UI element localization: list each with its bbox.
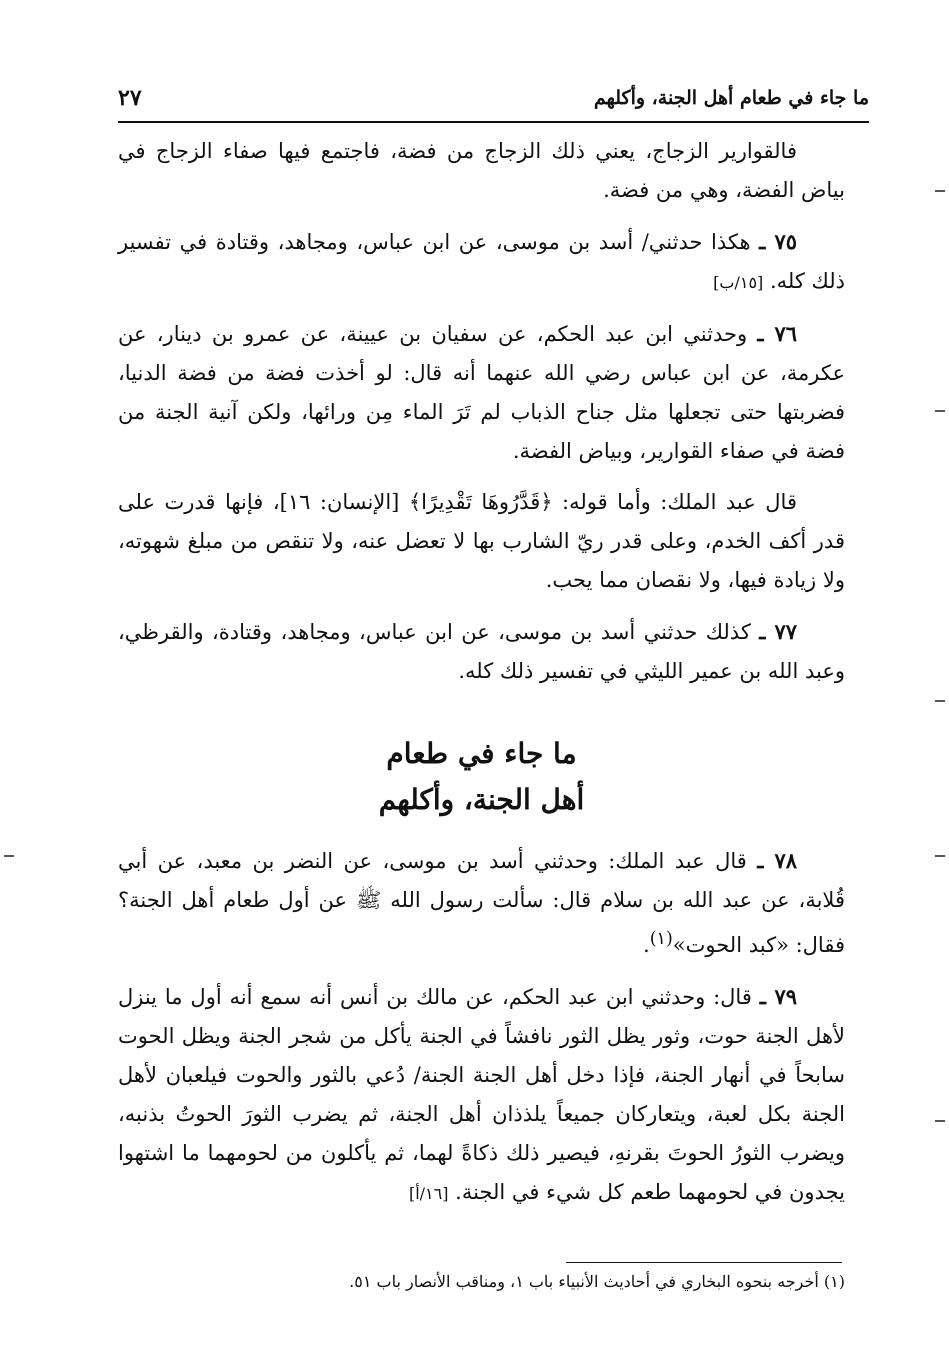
page-number: ٢٧	[118, 85, 142, 111]
narration-number: ٧٧ ـ	[759, 619, 797, 644]
narration-number: ٧٩ ـ	[759, 984, 797, 1009]
paragraph-0	[118, 132, 845, 210]
paragraph-text: وحدثني ابن عبد الحكم، عن سفيان بن عيينة، عن عمرو بن دينار، عن عكرمة، عن ابن عباس رضي الله عنهما أنه قال: لو أخذت فضة من فضة الدنيا، فضربتها حتى تجعلها مثل جناح الذباب لم تَرَ الماء مِن ورائها، ولكن آنية الجنة من فضة في صفاء القوارير، وبياض الفضة.	[118, 322, 845, 463]
paragraph-text: قال عبد الملك: وحدثني أسد بن موسى، عن النضر بن معبد، عن أبي قُلابة، عن عبد الله بن سلام قال: سألت رسول الله ﷺ عن أول طعام أهل الجنة؟ فقال: «كبد الحوت»	[118, 849, 845, 957]
margin-tick	[935, 700, 945, 702]
paragraph-end: .	[643, 933, 650, 957]
paragraph-79	[118, 977, 845, 1213]
margin-tick	[935, 1120, 945, 1122]
paragraph-75	[118, 222, 845, 302]
page-header	[118, 78, 869, 118]
paragraph-text: كذلك حدثني أسد بن موسى، عن ابن عباس، ومجاهد، وقتادة، والقرظي، وعبد الله بن عمير الليثي في تفسير ذلك كله.	[118, 620, 845, 683]
section-title-line-1: ما جاء في طعام	[386, 737, 577, 770]
margin-note: [١٦/أ]	[408, 1184, 449, 1203]
margin-tick	[4, 855, 14, 857]
paragraph-text: قال: وحدثني ابن عبد الحكم، عن مالك بن أنس أنه سمع أنه أول ما ينزل لأهل الجنة حوت، وثور يظل الثور نافشاً في الجنة يأكل من شجر الجنة ويظل الحوت سابحاً في أنهار الجنة، فإذا دخل أهل الجنة الجنة/ دُعي بالثور والحوت فيلعبان لأهل الجنة بكل لعبة، ويتعاركان جميعاً يلذذان أهل الجنة، ثم يضرب الثورَ الحوتُ بذنبه، ويضرب الثورُ الحوتَ بقرنهِ، فيصير ذلك ذكاةً لهما، ثم يأكلون من لحومهما ما اشتهوا يجدون في لحومهما طعم كل شيء في الجنة.	[118, 985, 845, 1204]
narration-number: ٧٦ ـ	[757, 321, 798, 346]
page-body	[118, 132, 845, 1225]
paragraph-text: هكذا حدثني/ أسد بن موسى، عن ابن عباس، ومجاهد، وقتادة في تفسير ذلك كله.	[118, 230, 845, 293]
section-title	[118, 731, 845, 823]
paragraph-77	[118, 612, 845, 691]
section-title-line-2: أهل الجنة، وأكلهم	[378, 783, 585, 816]
paragraph-78	[118, 841, 845, 965]
footnote-rule	[566, 1262, 842, 1263]
margin-tick	[935, 190, 945, 192]
margin-tick	[935, 855, 945, 857]
footnote-marker[interactable]: (١)	[649, 929, 673, 949]
narration-number: ٧٥ ـ	[759, 229, 798, 254]
paragraph-text: قال عبد الملك: وأما قوله: ﴿قَدَّرُوهَا تَقْدِيرًا﴾ [الإنسان: ١٦]، فإنها قدرت على قدر أكف الخدم، وعلى قدر ريّ الشارب بها لا تعضل عنه، ولا تنقص من مبلغ شهوته، ولا زيادة فيها، ولا نقصان مما يحب.	[118, 490, 845, 592]
narration-number: ٧٨ ـ	[757, 848, 797, 873]
header-rule	[118, 121, 869, 123]
paragraph-text: فالقوارير الزجاج، يعني ذلك الزجاج من فضة، فاجتمع فيها صفاء الزجاج في بياض الفضة، وهي من فضة.	[118, 139, 845, 202]
running-title: ما جاء في طعام أهل الجنة، وأكلهم	[593, 87, 869, 109]
paragraph-76	[118, 314, 845, 471]
paragraph-abdulmalik	[118, 483, 845, 600]
margin-tick	[935, 410, 945, 412]
margin-note: [١٥/ب]	[713, 273, 764, 292]
footnote: (١) أخرجه بنحوه البخاري في أحاديث الأنبياء باب ١، ومناقب الأنصار باب ٥١.	[349, 1272, 845, 1291]
